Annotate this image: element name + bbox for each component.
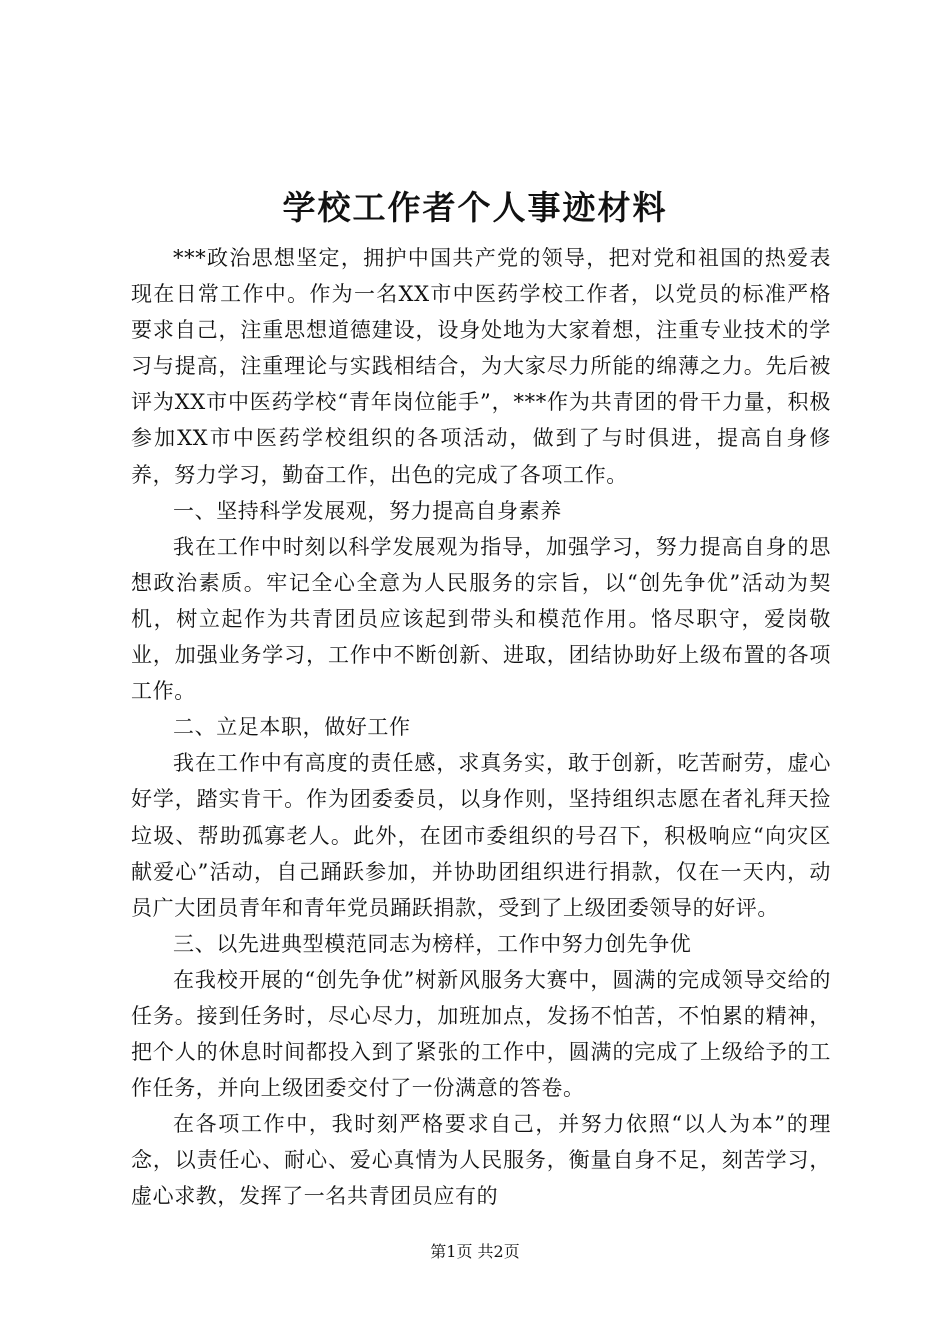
paragraph-section-3: 在我校开展的“创先争优”树新风服务大赛中，圆满的完成领导交给的任务。接到任务时，尽心尽力，加班加点，发扬不怕苦，不怕累的精神，把个人的休息时间都投入到了紧张的工作中，圆满的完成了上级给予的工作任务，并向上级团委交付了一份满意的答卷。 bbox=[131, 967, 831, 1101]
paragraph-section-2: 我在工作中有高度的责任感，求真务实，敢于创新，吃苦耐劳，虚心好学，踏实肯干。作为团委委员，以身作则，坚持组织志愿在者礼拜天捡垃圾、帮助孤寡老人。此外，在团市委组织的号召下，积极响应“向灾区献爱心”活动，自己踊跃参加，并协助团组织进行捐款，仅在一天内，动员广大团员青年和青年党员踊跃捐款，受到了上级团委领导的好评。 bbox=[131, 751, 831, 920]
document-title: 学校工作者个人事迹材料 bbox=[282, 188, 668, 227]
document-body bbox=[131, 240, 831, 1215]
section-heading-3: 三、以先进典型模范同志为榜样，工作中努力创先争优 bbox=[173, 931, 692, 956]
page-number-footer: 第1页 共2页 bbox=[430, 1242, 520, 1261]
paragraph-intro: ***政治思想坚定，拥护中国共产党的领导，把对党和祖国的热爱表现在日常工作中。作为一名XX市中医药学校工作者，以党员的标准严格要求自己，注重思想道德建设，设身处地为大家着想，注重专业技术的学习与提高，注重理论与实践相结合，为大家尽力所能的绵薄之力。先后被评为XX市中医药学校“青年岗位能手”，***作为共青团的骨干力量，积极参加XX市中医药学校组织的各项活动，做到了与时俱进，提高自身修养，努力学习，勤奋工作，出色的完成了各项工作。 bbox=[131, 246, 831, 487]
paragraph-section-1: 我在工作中时刻以科学发展观为指导，加强学习，努力提高自身的思想政治素质。牢记全心全意为人民服务的宗旨，以“创先争优”活动为契机，树立起作为共青团员应该起到带头和模范作用。恪尽职守，爱岗敬业，加强业务学习，工作中不断创新、进取，团结协助好上级布置的各项工作。 bbox=[131, 534, 831, 704]
paragraph-closing: 在各项工作中，我时刻严格要求自己，并努力依照“以人为本”的理念，以责任心、耐心、爱心真情为人民服务，衡量自身不足，刻苦学习，虚心求教，发挥了一名共青团员应有的 bbox=[131, 1112, 831, 1209]
section-heading-2: 二、立足本职，做好工作 bbox=[173, 715, 411, 740]
section-heading-1: 一、坚持科学发展观，努力提高自身素养 bbox=[173, 498, 562, 523]
